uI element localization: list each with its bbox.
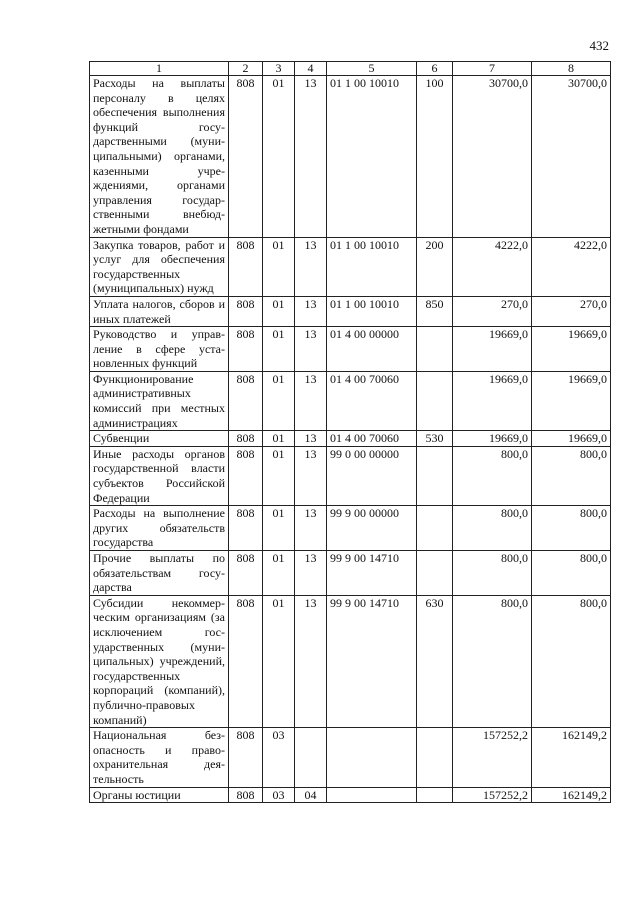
subsection-code-cell: 13 [295, 551, 327, 596]
page-number: 432 [589, 38, 609, 53]
header-row [90, 62, 611, 76]
amount-year2-cell: 19669,0 [532, 431, 611, 447]
row-description: Субсидии некоммерческим организациям (за исключением государственных (муниципальных) учреждений, государственных корпораций (компаний), публично-правовых компаний) [90, 595, 229, 727]
target-article-cell [327, 728, 417, 787]
table-row [90, 595, 611, 727]
amount-year2-cell: 270,0 [532, 296, 611, 326]
expense-type-cell [417, 728, 453, 787]
section-code-cell: 01 [263, 371, 295, 430]
target-article-cell [327, 787, 417, 803]
target-article-cell: 01 1 00 10010 [327, 237, 417, 296]
row-description: Закупка товаров, работ и услуг для обеспечения государственных (муниципальных) нужд [90, 237, 229, 296]
subsection-code-cell: 13 [295, 237, 327, 296]
section-code-cell: 01 [263, 76, 295, 238]
table-row [90, 506, 611, 551]
amount-year2-cell: 30700,0 [532, 76, 611, 238]
row-description: Органы юстиции [90, 787, 229, 803]
table-row [90, 787, 611, 803]
subsection-code-cell: 13 [295, 76, 327, 238]
ministry-code-cell: 808 [229, 296, 263, 326]
row-description: Иные расходы органов государственной власти субъектов Российской Федерации [90, 446, 229, 505]
amount-year1-cell: 800,0 [453, 446, 532, 505]
amount-year2-cell: 19669,0 [532, 327, 611, 372]
subsection-code-cell: 13 [295, 371, 327, 430]
section-code-cell: 01 [263, 327, 295, 372]
subsection-code-cell: 13 [295, 446, 327, 505]
amount-year1-cell: 800,0 [453, 551, 532, 596]
amount-year1-cell: 30700,0 [453, 76, 532, 238]
amount-year1-cell: 157252,2 [453, 787, 532, 803]
ministry-code-cell: 808 [229, 446, 263, 505]
target-article-cell: 01 1 00 10010 [327, 76, 417, 238]
ministry-code-cell: 808 [229, 551, 263, 596]
ministry-code-cell: 808 [229, 728, 263, 787]
ministry-code-cell: 808 [229, 76, 263, 238]
expense-type-cell [417, 371, 453, 430]
amount-year2-cell: 4222,0 [532, 237, 611, 296]
target-article-cell: 01 4 00 70060 [327, 431, 417, 447]
column-header: 4 [295, 62, 327, 76]
table-row [90, 237, 611, 296]
expense-type-cell: 100 [417, 76, 453, 238]
table-row [90, 728, 611, 787]
section-code-cell: 01 [263, 446, 295, 505]
amount-year2-cell: 800,0 [532, 595, 611, 727]
column-header: 2 [229, 62, 263, 76]
amount-year2-cell: 162149,2 [532, 787, 611, 803]
ministry-code-cell: 808 [229, 787, 263, 803]
target-article-cell: 01 4 00 00000 [327, 327, 417, 372]
subsection-code-cell: 13 [295, 296, 327, 326]
column-header: 3 [263, 62, 295, 76]
amount-year1-cell: 19669,0 [453, 327, 532, 372]
section-code-cell: 01 [263, 595, 295, 727]
row-description: Прочие выплаты по обязательствам государства [90, 551, 229, 596]
section-code-cell: 01 [263, 551, 295, 596]
expense-type-cell: 630 [417, 595, 453, 727]
section-code-cell: 01 [263, 431, 295, 447]
target-article-cell: 99 9 00 14710 [327, 595, 417, 727]
expense-type-cell [417, 506, 453, 551]
amount-year1-cell: 157252,2 [453, 728, 532, 787]
ministry-code-cell: 808 [229, 371, 263, 430]
target-article-cell: 01 4 00 70060 [327, 371, 417, 430]
section-code-cell: 01 [263, 506, 295, 551]
expense-type-cell [417, 551, 453, 596]
section-code-cell: 01 [263, 296, 295, 326]
amount-year1-cell: 4222,0 [453, 237, 532, 296]
column-header: 5 [327, 62, 417, 76]
subsection-code-cell: 04 [295, 787, 327, 803]
table-row [90, 296, 611, 326]
row-description: Национальная безопасность и правоохранительная деятельность [90, 728, 229, 787]
subsection-code-cell: 13 [295, 506, 327, 551]
column-header: 8 [532, 62, 611, 76]
column-header: 7 [453, 62, 532, 76]
column-header: 1 [90, 62, 229, 76]
expense-type-cell [417, 787, 453, 803]
amount-year2-cell: 800,0 [532, 446, 611, 505]
ministry-code-cell: 808 [229, 595, 263, 727]
amount-year2-cell: 162149,2 [532, 728, 611, 787]
table-row [90, 371, 611, 430]
ministry-code-cell: 808 [229, 237, 263, 296]
target-article-cell: 01 1 00 10010 [327, 296, 417, 326]
section-code-cell: 03 [263, 787, 295, 803]
amount-year2-cell: 800,0 [532, 506, 611, 551]
subsection-code-cell: 13 [295, 431, 327, 447]
column-header: 6 [417, 62, 453, 76]
table-row [90, 446, 611, 505]
row-description: Функционирование административных комиссий при местных администрациях [90, 371, 229, 430]
ministry-code-cell: 808 [229, 327, 263, 372]
target-article-cell: 99 9 00 14710 [327, 551, 417, 596]
row-description: Уплата налогов, сборов и иных платежей [90, 296, 229, 326]
section-code-cell: 01 [263, 237, 295, 296]
table-row [90, 327, 611, 372]
budget-table [89, 61, 611, 803]
table-row [90, 551, 611, 596]
subsection-code-cell: 13 [295, 595, 327, 727]
amount-year1-cell: 19669,0 [453, 431, 532, 447]
subsection-code-cell: 13 [295, 327, 327, 372]
subsection-code-cell [295, 728, 327, 787]
expense-type-cell [417, 446, 453, 505]
row-description: Расходы на выплаты персоналу в целях обеспечения выполнения функций государственными (муниципальными) органами, казенными учреждениями, органами управления государственными внебюджетными фондами [90, 76, 229, 238]
expense-type-cell: 850 [417, 296, 453, 326]
amount-year1-cell: 800,0 [453, 506, 532, 551]
row-description: Субвенции [90, 431, 229, 447]
expense-type-cell: 530 [417, 431, 453, 447]
section-code-cell: 03 [263, 728, 295, 787]
row-description: Руководство и управление в сфере установленных функций [90, 327, 229, 372]
ministry-code-cell: 808 [229, 431, 263, 447]
amount-year1-cell: 800,0 [453, 595, 532, 727]
ministry-code-cell: 808 [229, 506, 263, 551]
target-article-cell: 99 9 00 00000 [327, 506, 417, 551]
amount-year2-cell: 19669,0 [532, 371, 611, 430]
target-article-cell: 99 0 00 00000 [327, 446, 417, 505]
amount-year2-cell: 800,0 [532, 551, 611, 596]
amount-year1-cell: 270,0 [453, 296, 532, 326]
table-row [90, 431, 611, 447]
expense-type-cell [417, 327, 453, 372]
amount-year1-cell: 19669,0 [453, 371, 532, 430]
expense-type-cell: 200 [417, 237, 453, 296]
table-row [90, 76, 611, 238]
row-description: Расходы на выполнение других обязательств государства [90, 506, 229, 551]
